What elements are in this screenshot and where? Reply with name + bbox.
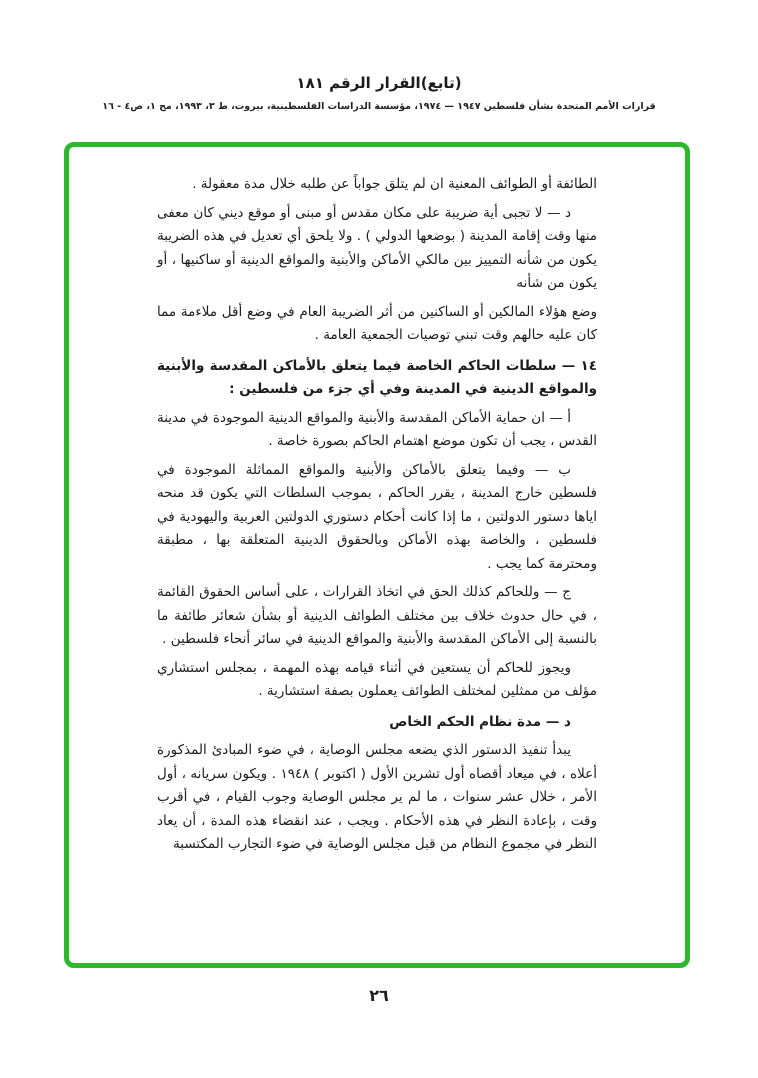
page-footer [0, 986, 758, 1005]
clause-d-taxes: د — لا تجبى أية ضريبة على مكان مقدس أو مبنى أو موقع ديني كان معفى منها وقت إقامة المدينة ( بوضعها الدولي ) . ولا يلحق أي تعديل في هذه الضريبة يكون من شأنه التمييز بين مالكي الأماكن والأبنية والمواقع الدينية أو ساكنيها ، أو يكون من شأنه [157, 204, 597, 291]
clause-c-governor-rights: ج — وللحاكم كذلك الحق في اتخاذ القرارات ، على أساس الحقوق القائمة ، في حال حدوث خلاف بين مختلف الطوائف الدينية أو بشأن شعائر طائفة ما بالنسبة إلى الأماكن المقدسة والأبنية والمواقع الدينية في سائر أنحاء فلسطين . [157, 584, 597, 647]
text-frame [64, 142, 690, 968]
document-body [69, 147, 685, 857]
clause-b-outside-city: ب — وفيما يتعلق بالأماكن والأبنية والمواقع المماثلة الموجودة في فلسطين خارج المدينة ، يقرر الحاكم ، بموجب السلطات التي يكون قد منحه اياها دستور الدولتين ، ما إذا كانت أحكام دستوري الدولتين العربية واليهودية في فلسطين ، والخاصة بهذه الأماكن وبالحقوق الدينية المتعلقة بها ، مطبقة ومحترمة كما يجب . [157, 461, 597, 572]
clause-d-taxes-continuation: وضع هؤلاء المالكين أو الساكنين من أثر الضريبة العام في وضع أقل ملاءمة مما كان عليه حالهم وقت تبني توصيات الجمعية العامة . [157, 303, 597, 343]
document-title: (تابع)القرار الرقم ١٨١ [296, 74, 462, 92]
clause-a-holy-places: أ — ان حماية الأماكن المقدسة والأبنية والمواقع الدينية الموجودة في مدينة القدس ، يجب أن تكون موضع اهتمام الحاكم بصورة خاصة . [157, 409, 597, 449]
page-number: ٢٦ [369, 986, 389, 1005]
document-header [0, 0, 758, 112]
citation-line: قرارات الأمم المتحدة بشأن فلسطين ١٩٤٧ — ١٩٧٤، مؤسسة الدراسات الفلسطينية، بيروت، ط ٣، ١٩٩٣، مج ١، ص٤ - ١٦ [102, 101, 656, 112]
advisory-council-paragraph: ويجوز للحاكم أن يستعين في أثناء قيامه بهذه المهمة ، بمجلس استشاري مؤلف من ممثلين لمختلف الطوائف يعملون بصفة استشارية . [157, 659, 597, 699]
section-14-heading: ١٤ — سلطات الحاكم الخاصة فيما يتعلق بالأماكن المقدسة والأبنية والمواقع الدينية في المدينة وفي أي جزء من فلسطين : [157, 357, 597, 397]
section-d-heading: د — مدة نظام الحكم الخاص [389, 713, 571, 730]
paragraph-continuation: الطائفة أو الطوائف المعنية ان لم يتلق جواباً عن طلبه خلال مدة معقولة . [192, 176, 597, 192]
duration-paragraph: يبدأ تنفيذ الدستور الذي يضعه مجلس الوصاية ، في ضوء المبادئ المذكورة أعلاه ، في ميعاد أقصاه أول تشرين الأول ( اكتوبر ) ١٩٤٨ . ويكون سريانه ، أول الأمر ، خلال عشر سنوات ، ما لم ير مجلس الوصاية وجوب القيام ، في أقرب وقت ، بإعادة النظر في هذه الأحكام . ويجب ، عند انقضاء هذه المدة ، أن يعاد النظر في مجموع النظام من قبل مجلس الوصاية في ضوء التجارب المكتسبة [157, 742, 597, 852]
